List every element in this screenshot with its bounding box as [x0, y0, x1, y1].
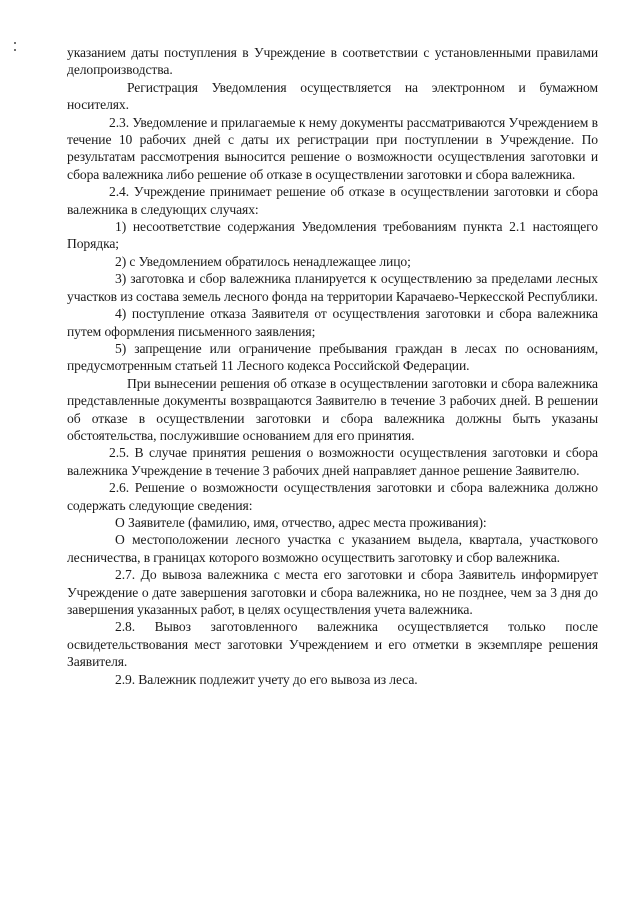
paragraph-plot-location: О местоположении лесного участка с указанием выдела, квартала, участкового лесничества, в границах которого возможно осуществить заготовку и сбор валежника. — [67, 532, 598, 565]
list-item-5: 5) запрещение или ограничение пребывания граждан в лесах по основаниям, предусмотренным статьей 11 Лесного кодекса Российской Федерации. — [67, 340, 598, 374]
margin-mark — [14, 40, 18, 56]
paragraph-2-4: 2.4. Учреждение принимает решение об отказе в осуществлении заготовки и сбора валежника в следующих случаях: — [67, 184, 598, 217]
paragraph-2-8: 2.8. Вывоз заготовленного валежника осуществляется только после освидетельствования мест заготовки Учреждением и его отметки в экземпляре решения Заявителя. — [67, 619, 598, 670]
paragraph-2-3: 2.3. Уведомление и прилагаемые к нему документы рассматриваются Учреждением в течение 10 рабочих дней с даты их регистрации при поступлении в Учреждение. По результатам рассмотрения выносится решение о возможности осуществления заготовки и сбора валежника либо решение об отказе в осуществлении заготовки и сбора валежника. — [67, 114, 598, 182]
list-item-3: 3) заготовка и сбор валежника планируется к осуществлению за пределами лесных участков из состава земель лесного фонда на территории Карачаево-Черкесской Республики. — [67, 271, 598, 304]
list-item-1: 1) несоответствие содержания Уведомления требованиям пункта 2.1 настоящего Порядка; — [67, 219, 598, 252]
paragraph-2-5: 2.5. В случае принятия решения о возможности осуществления заготовки и сбора валежника Учреждение в течение 3 рабочих дней направляет данное решение Заявителю. — [67, 445, 598, 478]
paragraph-registration: Регистрация Уведомления осуществляется на электронном и бумажном носителях. — [67, 79, 598, 113]
paragraph-2-9: 2.9. Валежник подлежит учету до его вывоза из леса. — [115, 671, 418, 687]
paragraph-applicant-info: О Заявителе (фамилию, имя, отчество, адрес места проживания): — [115, 514, 487, 530]
list-item-4: 4) поступление отказа Заявителя от осуществления заготовки и сбора валежника путем оформления письменного заявления; — [67, 306, 598, 339]
paragraph-2-6: 2.6. Решение о возможности осуществления заготовки и сбора валежника должно содержать следующие сведения: — [67, 480, 598, 513]
document-page — [67, 44, 598, 688]
paragraph-refusal-decision: При вынесении решения об отказе в осуществлении заготовки и сбора валежника представленные документы возвращаются Заявителю в течение 3 рабочих дней. В решении об отказе в осуществлении заготовки и сбора валежника должны быть указаны обстоятельства, послужившие основанием для его принятия. — [67, 375, 598, 443]
paragraph-continuation: указанием даты поступления в Учреждение в соответствии с установленными правилами делопроизводства. — [67, 45, 598, 78]
paragraph-2-7: 2.7. До вывоза валежника с места его заготовки и сбора Заявитель информирует Учреждение о дате завершения заготовки и сбора валежника, но не позднее, чем за 3 дня до завершения указанных работ, в целях осуществления учета валежника. — [67, 567, 598, 617]
list-item-2: 2) с Уведомлением обратилось ненадлежащее лицо; — [115, 253, 411, 269]
